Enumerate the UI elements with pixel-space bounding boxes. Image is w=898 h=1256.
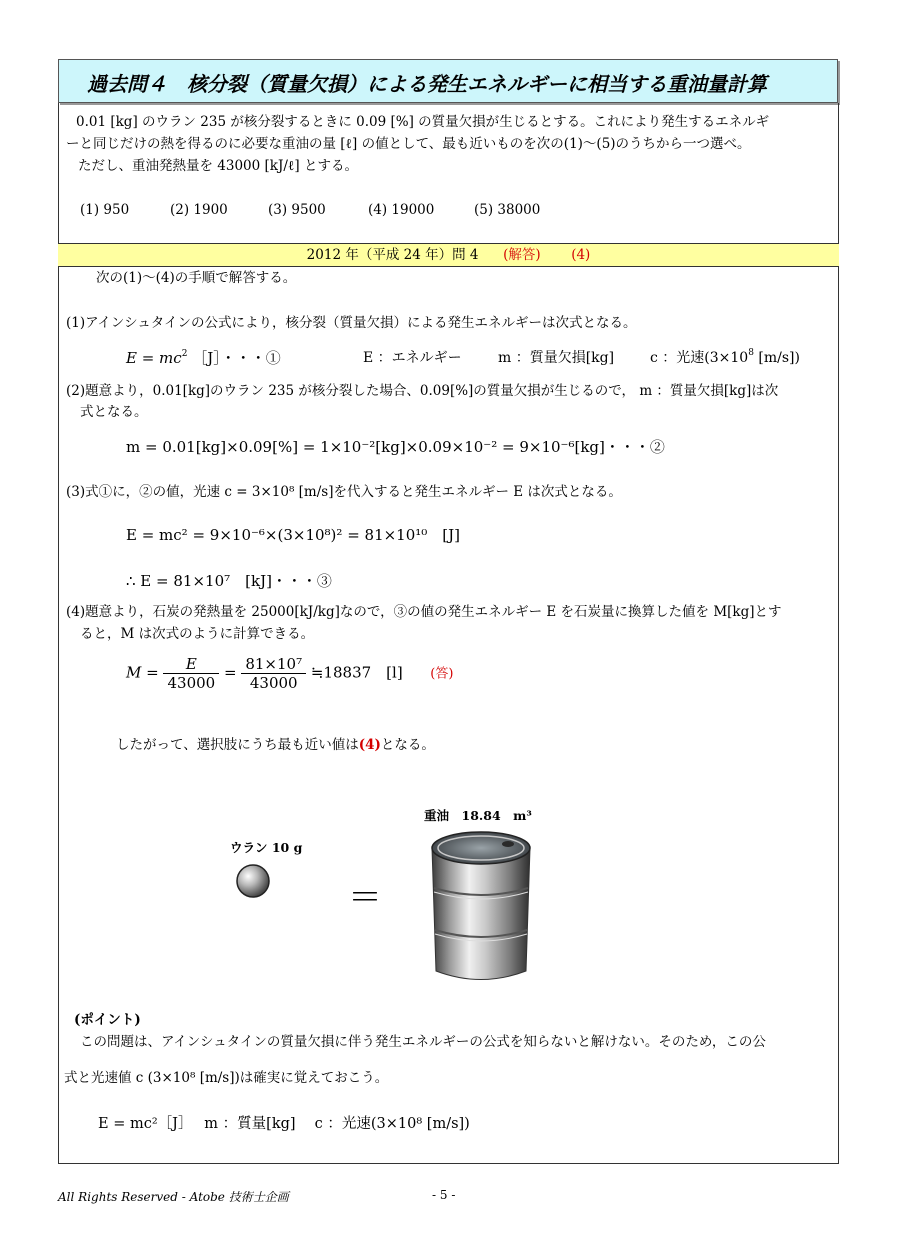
answer-band-prefix: 2012 年（平成 24 年）問 4 [306, 247, 479, 263]
uranium-sphere-icon [234, 862, 272, 900]
equation-5: M = $\frac{E}{43000}$ = $\frac{\text{81×10⁷}}{43000}$ ≒18837 [l] (答) [126, 655, 454, 692]
oil-drum-icon [426, 826, 536, 986]
equation-2: m = 0.01[kg]×0.09[%] = 1×10⁻²[kg]×0.09×10⁻² = 9×10⁻⁶[kg]・・・② [126, 438, 665, 456]
choice-3: (3) 9500 [268, 202, 326, 218]
equals-sign: ＝ [348, 878, 382, 918]
oil-label: 重油 18.84 m³ [424, 808, 532, 823]
eq1-rest: ［J］・・・① [192, 349, 281, 367]
answer-band [58, 243, 839, 267]
eq5-fraction-1: $\frac{E}{43000}$ [163, 655, 219, 692]
equation-3: E = mc² = 9×10⁻⁶×(3×10⁸)² = 81×10¹⁰ [J] [126, 526, 461, 544]
choice-2: (2) 1900 [170, 202, 228, 218]
answer-value: (4) [571, 247, 591, 263]
eq1-e-def: E ：エネルギー [363, 350, 462, 366]
eq5-answer-tag: (答) [430, 666, 454, 682]
question-line-1: 0.01 [kg] のウラン 235 が核分裂するときに 0.09 [%] の質量欠損が生じるとする。これにより発生するエネルギ [76, 114, 770, 130]
step-4-line-2: ると，M は次式のように計算できる。 [80, 626, 315, 642]
eq1-c-def: c ：光速($3\times 10^8$ [m/s]) [650, 348, 800, 366]
conclusion: したがって、選択肢にうち最も近い値は(4)となる。 [116, 737, 435, 753]
step-1: (1)アインシュタインの公式により，核分裂（質量欠損）による発生エネルギーは次式となる。 [66, 315, 637, 331]
point-formula: E = mc²［J］ m ：質量[kg] c ：光速(3×10⁸ [m/s]) [98, 1116, 470, 1132]
eq5-result: ≒18837 [l] [310, 663, 403, 682]
eq5-lhs: M = [126, 663, 159, 682]
footer-copyright: All Rights Reserved - Atobe 技術士企画 [58, 1190, 289, 1204]
eq1-lhs: E = mc [126, 349, 182, 367]
eq1-m-def: m ：質量欠損[kg] [498, 350, 615, 366]
eq5-fraction-2: $\frac{\text{81×10⁷}}{43000}$ [241, 655, 306, 692]
conclusion-answer: (4) [358, 737, 381, 753]
step-4-line-1: (4)題意より，石炭の発熱量を 25000[kJ/kg]なので，③の値の発生エネルギー E を石炭量に換算した値を M[kg]とす [66, 604, 782, 620]
step-2-line-2: 式となる。 [80, 404, 148, 420]
page-number: - 5 - [432, 1188, 456, 1202]
point-line-1: この問題は、アインシュタインの質量欠損に伴う発生エネルギーの公式を知らないと解けない。そのため，この公 [80, 1034, 766, 1050]
page-title: 過去問４ 核分裂（質量欠損）による発生エネルギーに相当する重油量計算 [87, 72, 767, 96]
point-line-2: 式と光速値 c (3×10⁸ [m/s])は確実に覚えておこう。 [64, 1070, 389, 1086]
solution-intro: 次の(1)～(4)の手順で解答する。 [96, 270, 297, 286]
question-line-2: ーと同じだけの熱を得るのに必要な重油の量 [ℓ] の値として、最も近いものを次の(1)～(5)のうちから一つ選べ。 [66, 136, 751, 152]
title-box [58, 59, 838, 103]
uranium-label: ウラン 10 g [230, 840, 303, 855]
answer-label: (解答) [503, 247, 541, 263]
equation-1: $E = mc^2$ ［J］・・・① [126, 349, 281, 367]
choice-1: (1) 950 [80, 202, 130, 218]
question-line-3: ただし、重油発熱量を 43000 [kJ/ℓ] とする。 [78, 158, 358, 174]
step-2-line-1: (2)題意より，0.01[kg]のウラン 235 が核分裂した場合、0.09[%]の質量欠損が生じるので， m ：質量欠損[kg]は次 [66, 383, 779, 399]
choice-4: (4) 19000 [368, 202, 435, 218]
point-heading: (ポイント) [74, 1012, 141, 1028]
equation-4: ∴ E = 81×10⁷ [kJ]・・・③ [126, 572, 332, 590]
step-3: (3)式①に，②の値，光速 c = 3×10⁸ [m/s]を代入すると発生エネルギー E は次式となる。 [66, 484, 622, 500]
choice-5: (5) 38000 [474, 202, 541, 218]
